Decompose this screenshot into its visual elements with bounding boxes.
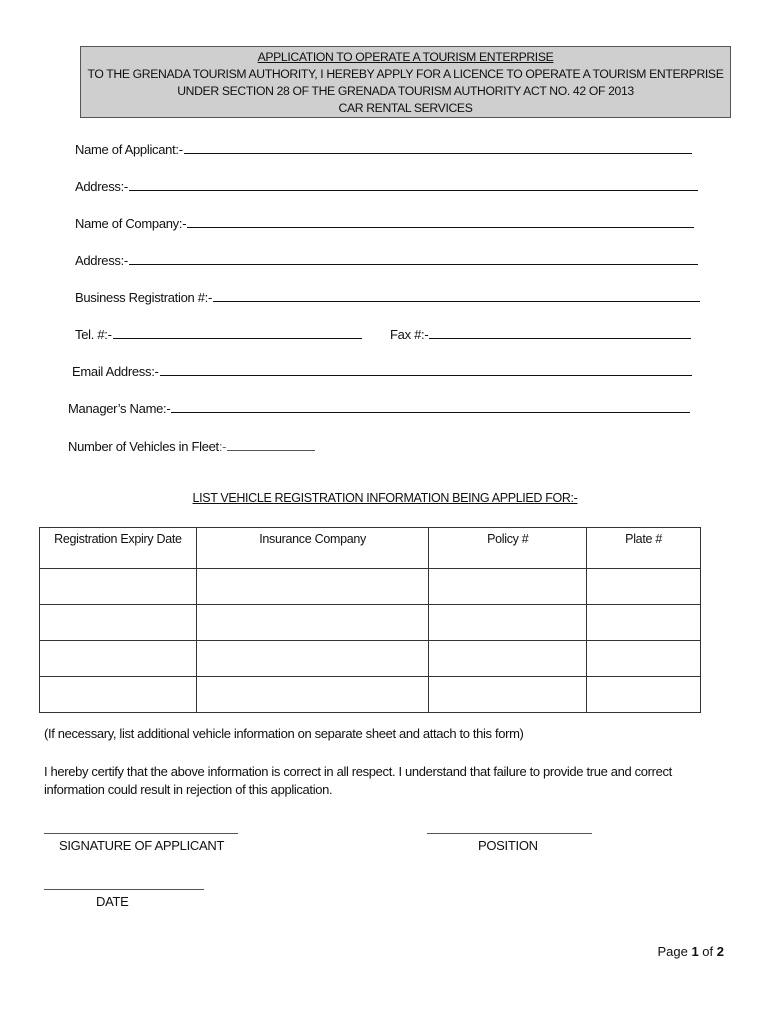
table-row (40, 605, 701, 641)
company-address-label: Address:- (75, 253, 128, 268)
registration-expiry-cell[interactable] (40, 569, 197, 605)
tel-label: Tel. #:- (75, 327, 112, 342)
email-label: Email Address:- (72, 364, 159, 379)
applicant-address-input[interactable] (129, 177, 698, 191)
applicant-address-field (75, 177, 698, 194)
additional-info-note: (If necessary, list additional vehicle information on separate sheet and attach to this form) (44, 726, 524, 741)
plate-number-cell[interactable] (587, 677, 701, 713)
policy-number-cell[interactable] (429, 605, 587, 641)
table-row (40, 569, 701, 605)
business-registration-field (75, 288, 700, 305)
company-address-field (75, 251, 698, 268)
plate-number-cell[interactable] (587, 605, 701, 641)
applicant-address-label: Address:- (75, 179, 128, 194)
applicant-signature-label: SIGNATURE OF APPLICANT (59, 838, 225, 853)
vehicles-count-input[interactable] (227, 437, 315, 451)
header-registration-expiry: Registration Expiry Date (40, 528, 197, 569)
registration-expiry-cell[interactable] (40, 605, 197, 641)
business-registration-label: Business Registration #:- (75, 290, 213, 305)
header-insurance-company: Insurance Company (196, 528, 429, 569)
policy-number-cell[interactable] (429, 569, 587, 605)
policy-number-cell[interactable] (429, 641, 587, 677)
email-field (72, 362, 692, 379)
tel-field (75, 325, 362, 342)
insurance-company-cell[interactable] (196, 605, 429, 641)
page-of: of (698, 944, 717, 959)
form-subtitle-line2: UNDER SECTION 28 OF THE GRENADA TOURISM AUTHORITY ACT NO. 42 OF 2013 (177, 84, 634, 98)
fax-label: Fax #:- (390, 327, 429, 342)
form-title: APPLICATION TO OPERATE A TOURISM ENTERPRISE (257, 50, 554, 64)
company-name-input[interactable] (187, 214, 694, 228)
position-line[interactable] (427, 833, 592, 834)
insurance-company-cell[interactable] (196, 569, 429, 605)
applicant-signature-line[interactable] (44, 833, 238, 834)
table-row (40, 677, 701, 713)
certification-line2: information could result in rejection of this application. (44, 782, 333, 797)
company-name-label: Name of Company:- (75, 216, 187, 231)
vehicle-registration-table (39, 527, 701, 713)
form-service-type: CAR RENTAL SERVICES (338, 101, 473, 115)
insurance-company-cell[interactable] (196, 641, 429, 677)
page-prefix: Page (657, 944, 692, 959)
manager-name-input[interactable] (171, 399, 690, 413)
policy-number-cell[interactable] (429, 677, 587, 713)
company-name-field (75, 214, 694, 231)
fax-field (390, 325, 691, 342)
insurance-company-cell[interactable] (196, 677, 429, 713)
vehicles-count-label: Number of Vehicles in Fleet (68, 439, 219, 454)
tel-input[interactable] (113, 325, 362, 339)
manager-name-label: Manager’s Name:- (68, 401, 171, 416)
position-label: POSITION (478, 838, 538, 853)
fax-input[interactable] (429, 325, 691, 339)
header-policy-number: Policy # (429, 528, 587, 569)
plate-number-cell[interactable] (587, 641, 701, 677)
vehicles-count-field (68, 437, 315, 454)
date-label: DATE (96, 894, 129, 909)
table-header-row (40, 528, 701, 569)
vehicles-count-separator: :- (218, 439, 227, 454)
applicant-name-label: Name of Applicant:- (75, 142, 183, 157)
vehicle-section-title: LIST VEHICLE REGISTRATION INFORMATION BEING APPLIED FOR:- (192, 491, 578, 505)
email-input[interactable] (160, 362, 692, 376)
business-registration-input[interactable] (213, 288, 700, 302)
manager-name-field (68, 399, 690, 416)
date-line[interactable] (44, 889, 204, 890)
applicant-name-field (75, 140, 692, 157)
page-current: 1 (691, 944, 699, 959)
page-number (657, 944, 724, 959)
form-header (80, 46, 731, 118)
table-row (40, 641, 701, 677)
plate-number-cell[interactable] (587, 569, 701, 605)
certification-line1: I hereby certify that the above information is correct in all respect. I understand that failure to provide true and correct (44, 764, 672, 779)
registration-expiry-cell[interactable] (40, 677, 197, 713)
form-subtitle-line1: TO THE GRENADA TOURISM AUTHORITY, I HEREBY APPLY FOR A LICENCE TO OPERATE A TOURISM ENTERPRISE (87, 67, 724, 81)
header-plate-number: Plate # (587, 528, 701, 569)
company-address-input[interactable] (129, 251, 698, 265)
page-total: 2 (716, 944, 724, 959)
registration-expiry-cell[interactable] (40, 641, 197, 677)
applicant-name-input[interactable] (184, 140, 692, 154)
